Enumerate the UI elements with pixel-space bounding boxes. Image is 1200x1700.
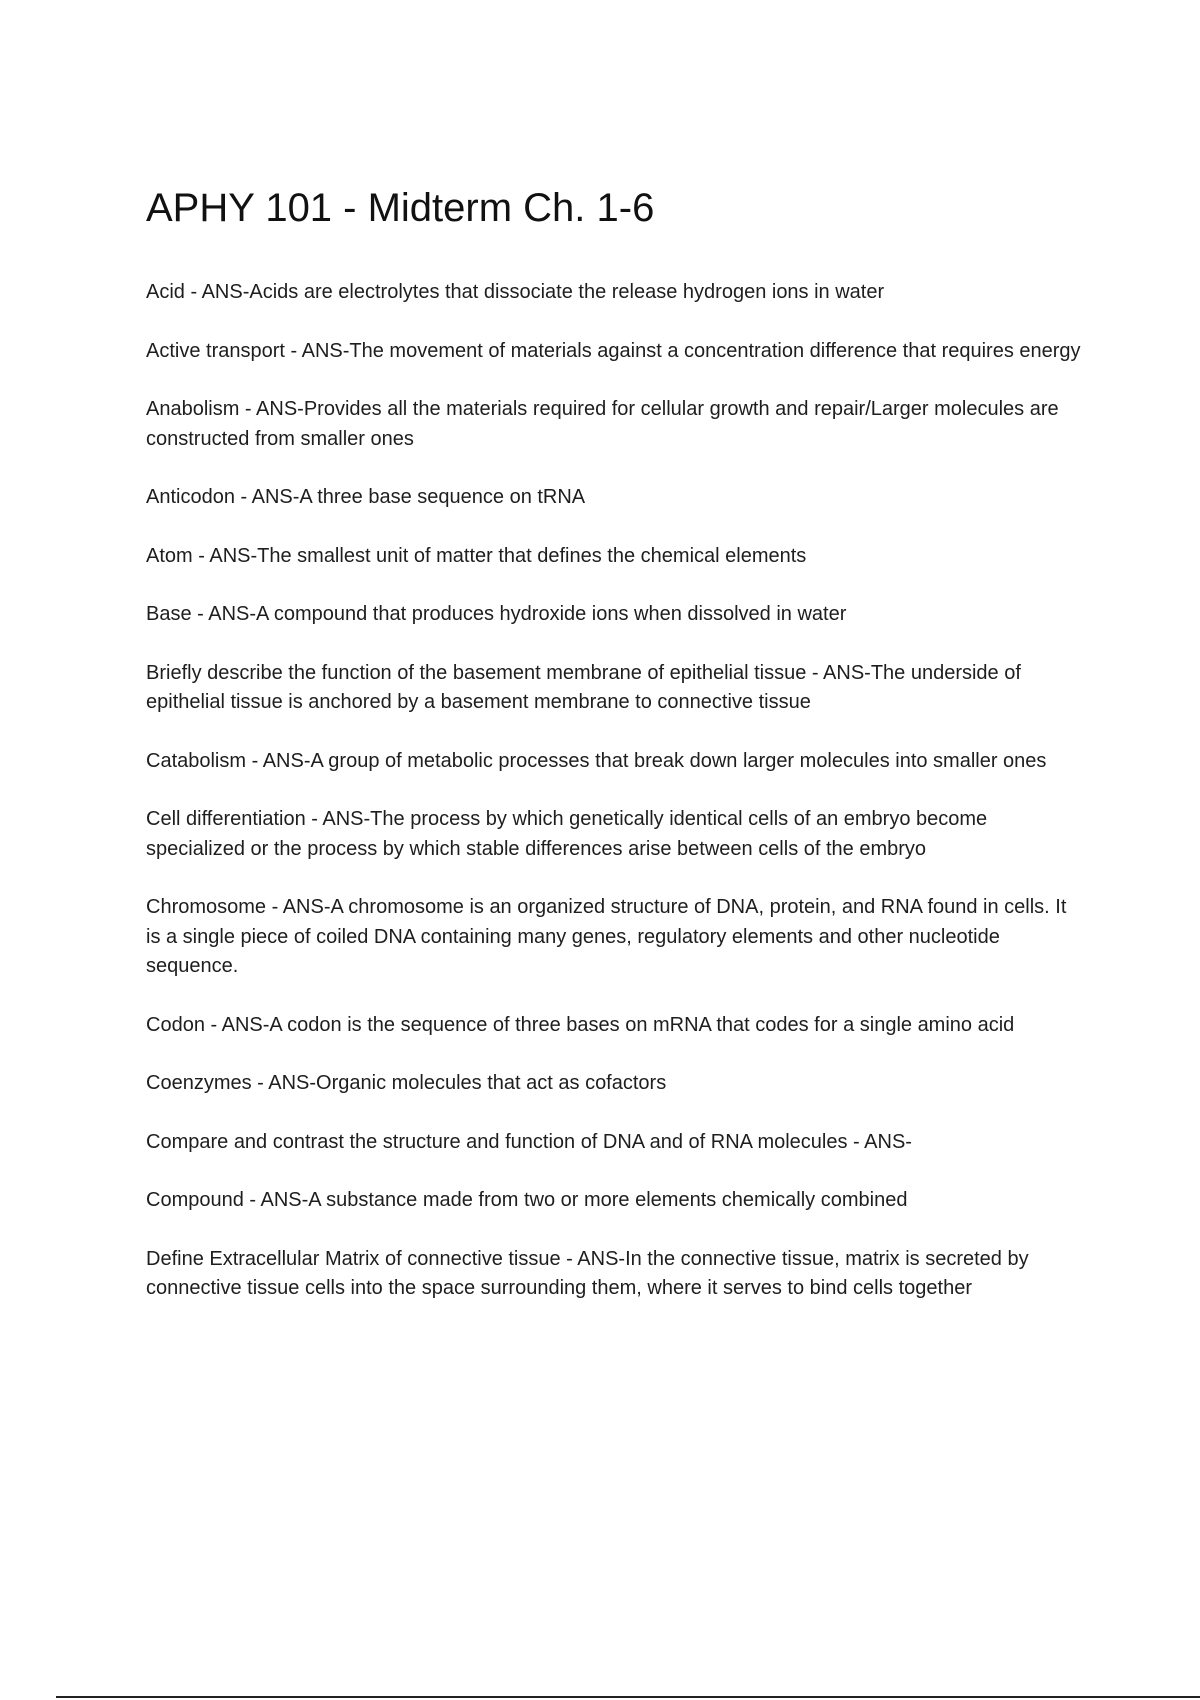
glossary-entry-basement-membrane: Briefly describe the function of the basement membrane of epithelial tissue - ANS-The underside of epithelial tissue is anchored by a basement membrane to connective tissue	[146, 661, 1021, 713]
page-title: APHY 101 - Midterm Ch. 1-6	[146, 186, 655, 230]
glossary-entry-codon: Codon - ANS-A codon is the sequence of three bases on mRNA that codes for a single amino acid	[146, 1013, 1015, 1036]
glossary-entry-atom: Atom - ANS-The smallest unit of matter that defines the chemical elements	[146, 544, 807, 567]
glossary-entry-anabolism: Anabolism - ANS-Provides all the materials required for cellular growth and repair/Larger molecules are constructed from smaller ones	[146, 398, 1059, 450]
glossary-entry-acid: Acid - ANS-Acids are electrolytes that dissociate the release hydrogen ions in water	[146, 281, 885, 303]
glossary-entry-active-transport: Active transport - ANS-The movement of materials against a concentration difference that requires energy	[146, 339, 1081, 362]
glossary-list	[146, 278, 1086, 1333]
glossary-entry-extracellular-matrix: Define Extracellular Matrix of connective tissue - ANS-In the connective tissue, matrix is secreted by connective tissue cells into the space surrounding them, where it serves to bind cells together	[146, 1247, 1029, 1299]
glossary-entry-dna-rna-compare: Compare and contrast the structure and function of DNA and of RNA molecules - ANS-	[146, 1130, 912, 1153]
glossary-entry-anticodon: Anticodon - ANS-A three base sequence on tRNA	[146, 486, 586, 508]
glossary-entry-catabolism: Catabolism - ANS-A group of metabolic processes that break down larger molecules into smaller ones	[146, 749, 1047, 772]
glossary-entry-cell-differentiation: Cell differentiation - ANS-The process by which genetically identical cells of an embryo become specialized or the process by which stable differences arise between cells of the embryo	[146, 808, 988, 860]
glossary-entry-coenzymes: Coenzymes - ANS-Organic molecules that act as cofactors	[146, 1072, 667, 1094]
footer-divider	[56, 1696, 1200, 1698]
glossary-entry-chromosome: Chromosome - ANS-A chromosome is an organized structure of DNA, protein, and RNA found in cells. It is a single piece of coiled DNA containing many genes, regulatory elements and other nucleotide sequence.	[146, 896, 1067, 977]
glossary-entry-base: Base - ANS-A compound that produces hydroxide ions when dissolved in water	[146, 603, 847, 625]
glossary-entry-compound: Compound - ANS-A substance made from two or more elements chemically combined	[146, 1189, 908, 1211]
